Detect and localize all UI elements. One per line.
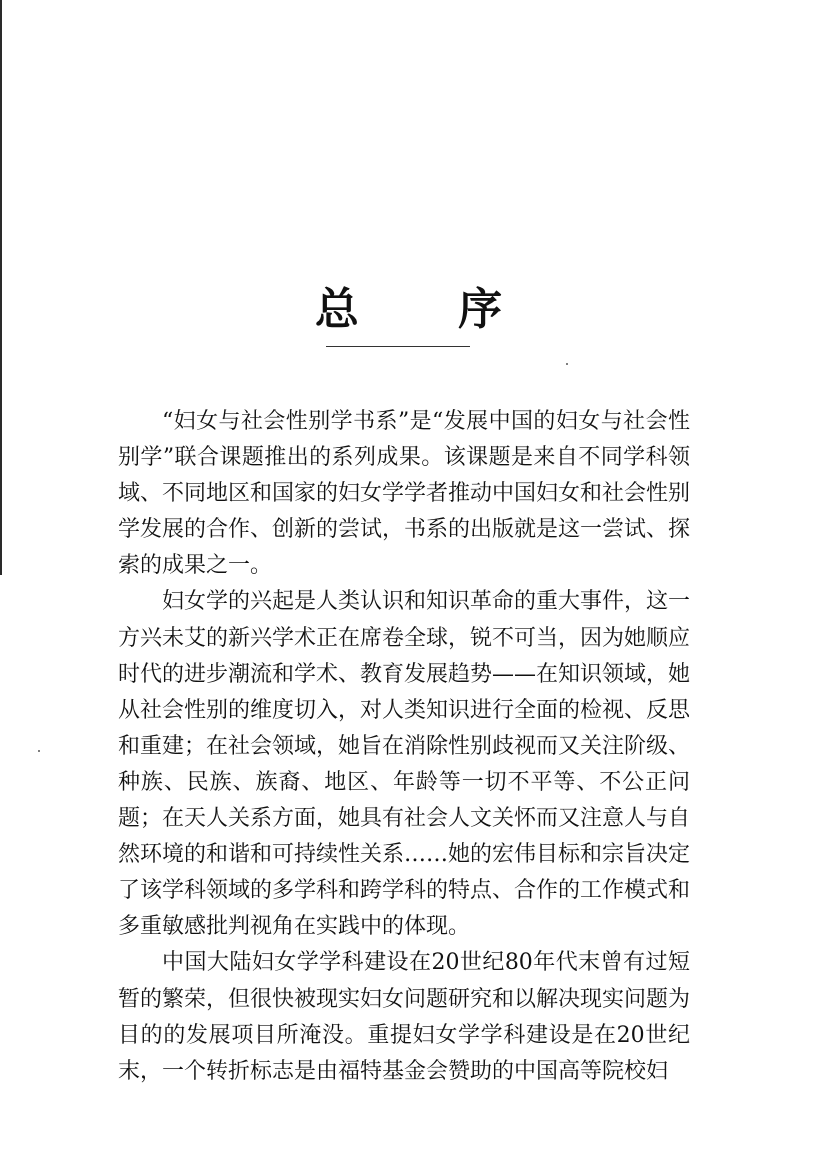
- scan-speck: [38, 750, 40, 752]
- page-title: 总 序: [314, 284, 545, 335]
- paragraph-2: 妇女学的兴起是人类认识和知识革命的重大事件，这一方兴未艾的新兴学术正在席卷全球，锐不可当，因为她顺应时代的进步潮流和学术、教育发展趋势——在知识领域，她从社会性别的维度切入，对人类知识进行全面的检视、反思和重建；在社会领域，她旨在消除性别歧视而又关注阶级、种族、民族、族裔、地区、年龄等一切不平等、不公正问题；在天人关系方面，她具有社会人文关怀而又注意人与自然环境的和谐和可持续性关系……她的宏伟目标和宗旨决定了该学科领域的多学科和跨学科的特点、合作的工作模式和多重敏感批判视角在实践中的体现。: [118, 589, 691, 940]
- paragraph-1: “妇女与社会性别学书系”是“发展中国的妇女与社会性别学”联合课题推出的系列成果。该课题是来自不同学科领域、不同地区和国家的妇女学学者推动中国妇女和社会性别学发展的合作、创新的尝试，书系的出版就是这一尝试、探索的成果之一。: [118, 409, 691, 579]
- body-text: [118, 404, 690, 1090]
- title-underline: [326, 346, 470, 347]
- paragraph-3: 中国大陆妇女学学科建设在20世纪80年代末曾有过短暂的繁荣，但很快被现实妇女问题研究和以解决现实问题为目的的发展项目所淹没。重提妇女学学科建设是在20世纪末，一个转折标志是由福特基金会赞助的中国高等院校妇: [118, 950, 691, 1084]
- scan-speck: [566, 363, 568, 365]
